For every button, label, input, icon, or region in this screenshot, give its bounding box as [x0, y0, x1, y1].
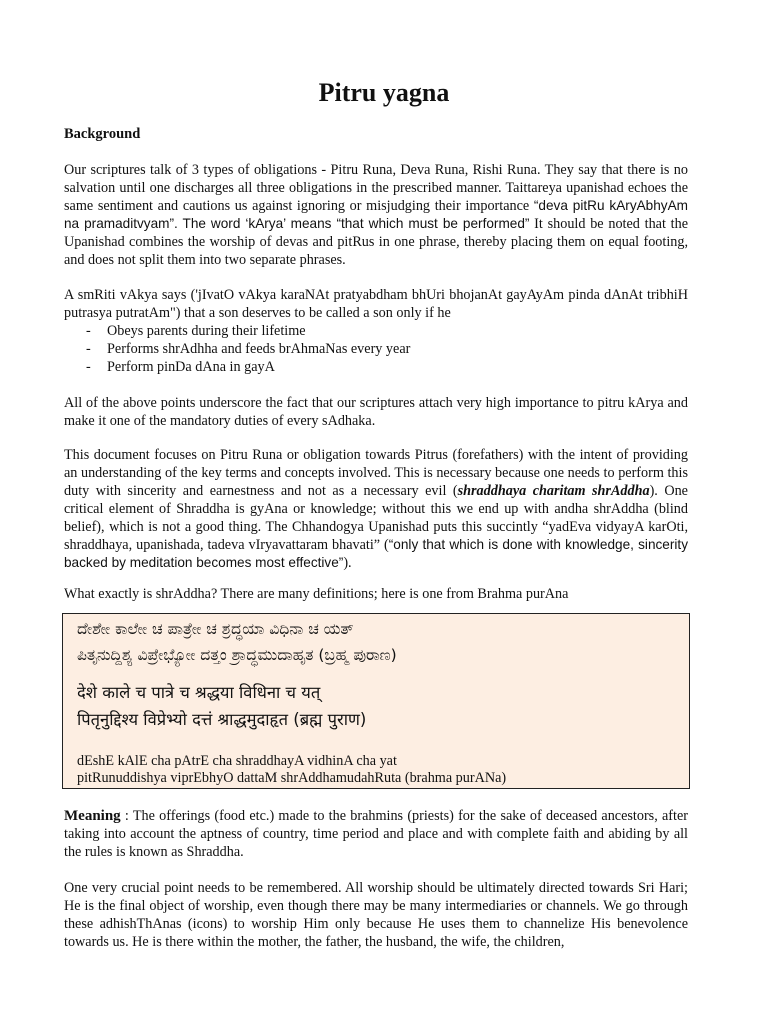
- page-title: Pitru yagna: [318, 78, 450, 107]
- list-item: - Obeys parents during their lifetime: [86, 323, 306, 339]
- list-item: - Perform pinDa dAna in gayA: [86, 359, 275, 375]
- paragraph-obligations-text-cont: It should be noted that the Upanishad combines the worship of devas and pitRus in one phrase, thereby placing them on equal footing, and does not split them into two separate phrases.: [64, 216, 688, 268]
- verse-devanagari-line-1: देशे काले च पात्रे च श्रद्धया विधिना च यत्: [77, 683, 321, 702]
- shraddhaya-emphasis: shraddhaya charitam shrAddha: [457, 483, 650, 499]
- paragraph-pitru-karya: All of the above points underscore the fact that our scriptures attach very high importance to pitru kArya and make it one of the mandatory duties of every sAdhaka.: [64, 395, 688, 429]
- paragraph-meaning: [64, 807, 688, 861]
- meaning-text: : The offerings (food etc.) made to the brahmins (priests) for the sake of deceased ancestors, after taking into account the aptness of country, time period and place and with complete faith and abiding by all the rules is known as Shraddha.: [64, 808, 688, 860]
- paragraph-obligations: [64, 161, 688, 269]
- verse-transliteration-line-2: pitRunuddishya viprEbhyO dattaM shrAddhamudahRuta (brahma purANa): [77, 770, 507, 786]
- son-duties-list: [64, 322, 684, 376]
- verse-kannada-line-1: ದೇಶೇೕ ಕಾಲೇೕ ಚ ಪಾತ್ರೇೕ ಚ ಶ್ರದ್ಧಯಾ ವಿಧಿನಾ ಚ ಯತ್: [77, 620, 354, 638]
- paragraph-document-focus: This document focuses on Pitru Runa or obligation towards Pitrus (forefathers) with the intent of providing an understanding of the key terms and concepts involved. This is necessary because one needs to perform this duty with sincerity and earnestness and not as a necessary evil (shraddhaya charitam shrAddha). One critical element of Shraddha is gyAna or knowledge; without this we end up with andha shrAddha (blind belief), which is not a good thing. The Chhandogya Upanishad puts this succintly “yadEva vidyayA karOti, shraddhaya, upanishada, tadeva vIryavattaram bhavati” (“only that which is done with knowledge, sincerity backed by meditation becomes most effective”).: [64, 447, 688, 571]
- verse-box: [62, 613, 690, 789]
- paragraph-shraddha-question: What exactly is shrAddha? There are many definitions; here is one from Brahma purAna: [64, 586, 569, 602]
- section-heading-background: Background: [64, 126, 141, 142]
- paragraph-smriti-vakya: A smRiti vAkya says ('jIvatO vAkya karaNAt pratyabdham bhUri bhojanAt gayAyAm pinda dAnAt tribhiH putrasya putratAm") that a son deserves to be called a son only if he: [64, 287, 688, 321]
- verse-kannada-line-2: ಪಿತೃನುದ್ದಿಶ್ಯ ವಿಪ್ರೇಭ್ಯೋೕ ದತ್ತಂ ಶ್ರಾದ್ಧಮುದಾಹೃತ (ಬ್ರಹ್ಮ ಪುರಾಣ): [77, 646, 397, 664]
- paragraph-obligations-text: Our scriptures talk of 3 types of obligations - Pitru Runa, Deva Runa, Rishi Runa. They say that there is no salvation until one discharges all three obligations in the prescribed manner. Taittareya upanishad echoes the same sentiment and cautions us against ignoring or misjudging their importance: [64, 162, 688, 214]
- verse-transliteration-line-1: dEshE kAlE cha pAtrE cha shraddhayA vidhinA cha yat: [77, 753, 397, 769]
- chhandogya-quote: “only that which is done with knowledge, sincerity backed by meditation becomes most effective”: [64, 537, 688, 570]
- list-item: - Performs shrAdhha and feeds brAhmaNas every year: [86, 341, 411, 357]
- paragraph-sri-hari: One very crucial point needs to be remembered. All worship should be ultimately directed towards Sri Hari; He is the final object of worship, even though there may be many intermediaries or channels. We go through these adhishThAnas (icons) to worship Him only because He uses them to channelize His benevolence towards us. He is there within the mother, the father, the husband, the wife, the children,: [64, 880, 688, 950]
- meaning-label: Meaning: [64, 808, 121, 824]
- taittareya-quote: “deva pitRu kAryAbhyAm na pramaditvyam”. The word ‘kArya’ means “that which must be performed”: [64, 198, 688, 231]
- verse-devanagari-line-2: पितृनुद्दिश्य विप्रेभ्यो दत्तं श्राद्धमुदाहृत (ब्रह्म पुराण): [77, 710, 367, 729]
